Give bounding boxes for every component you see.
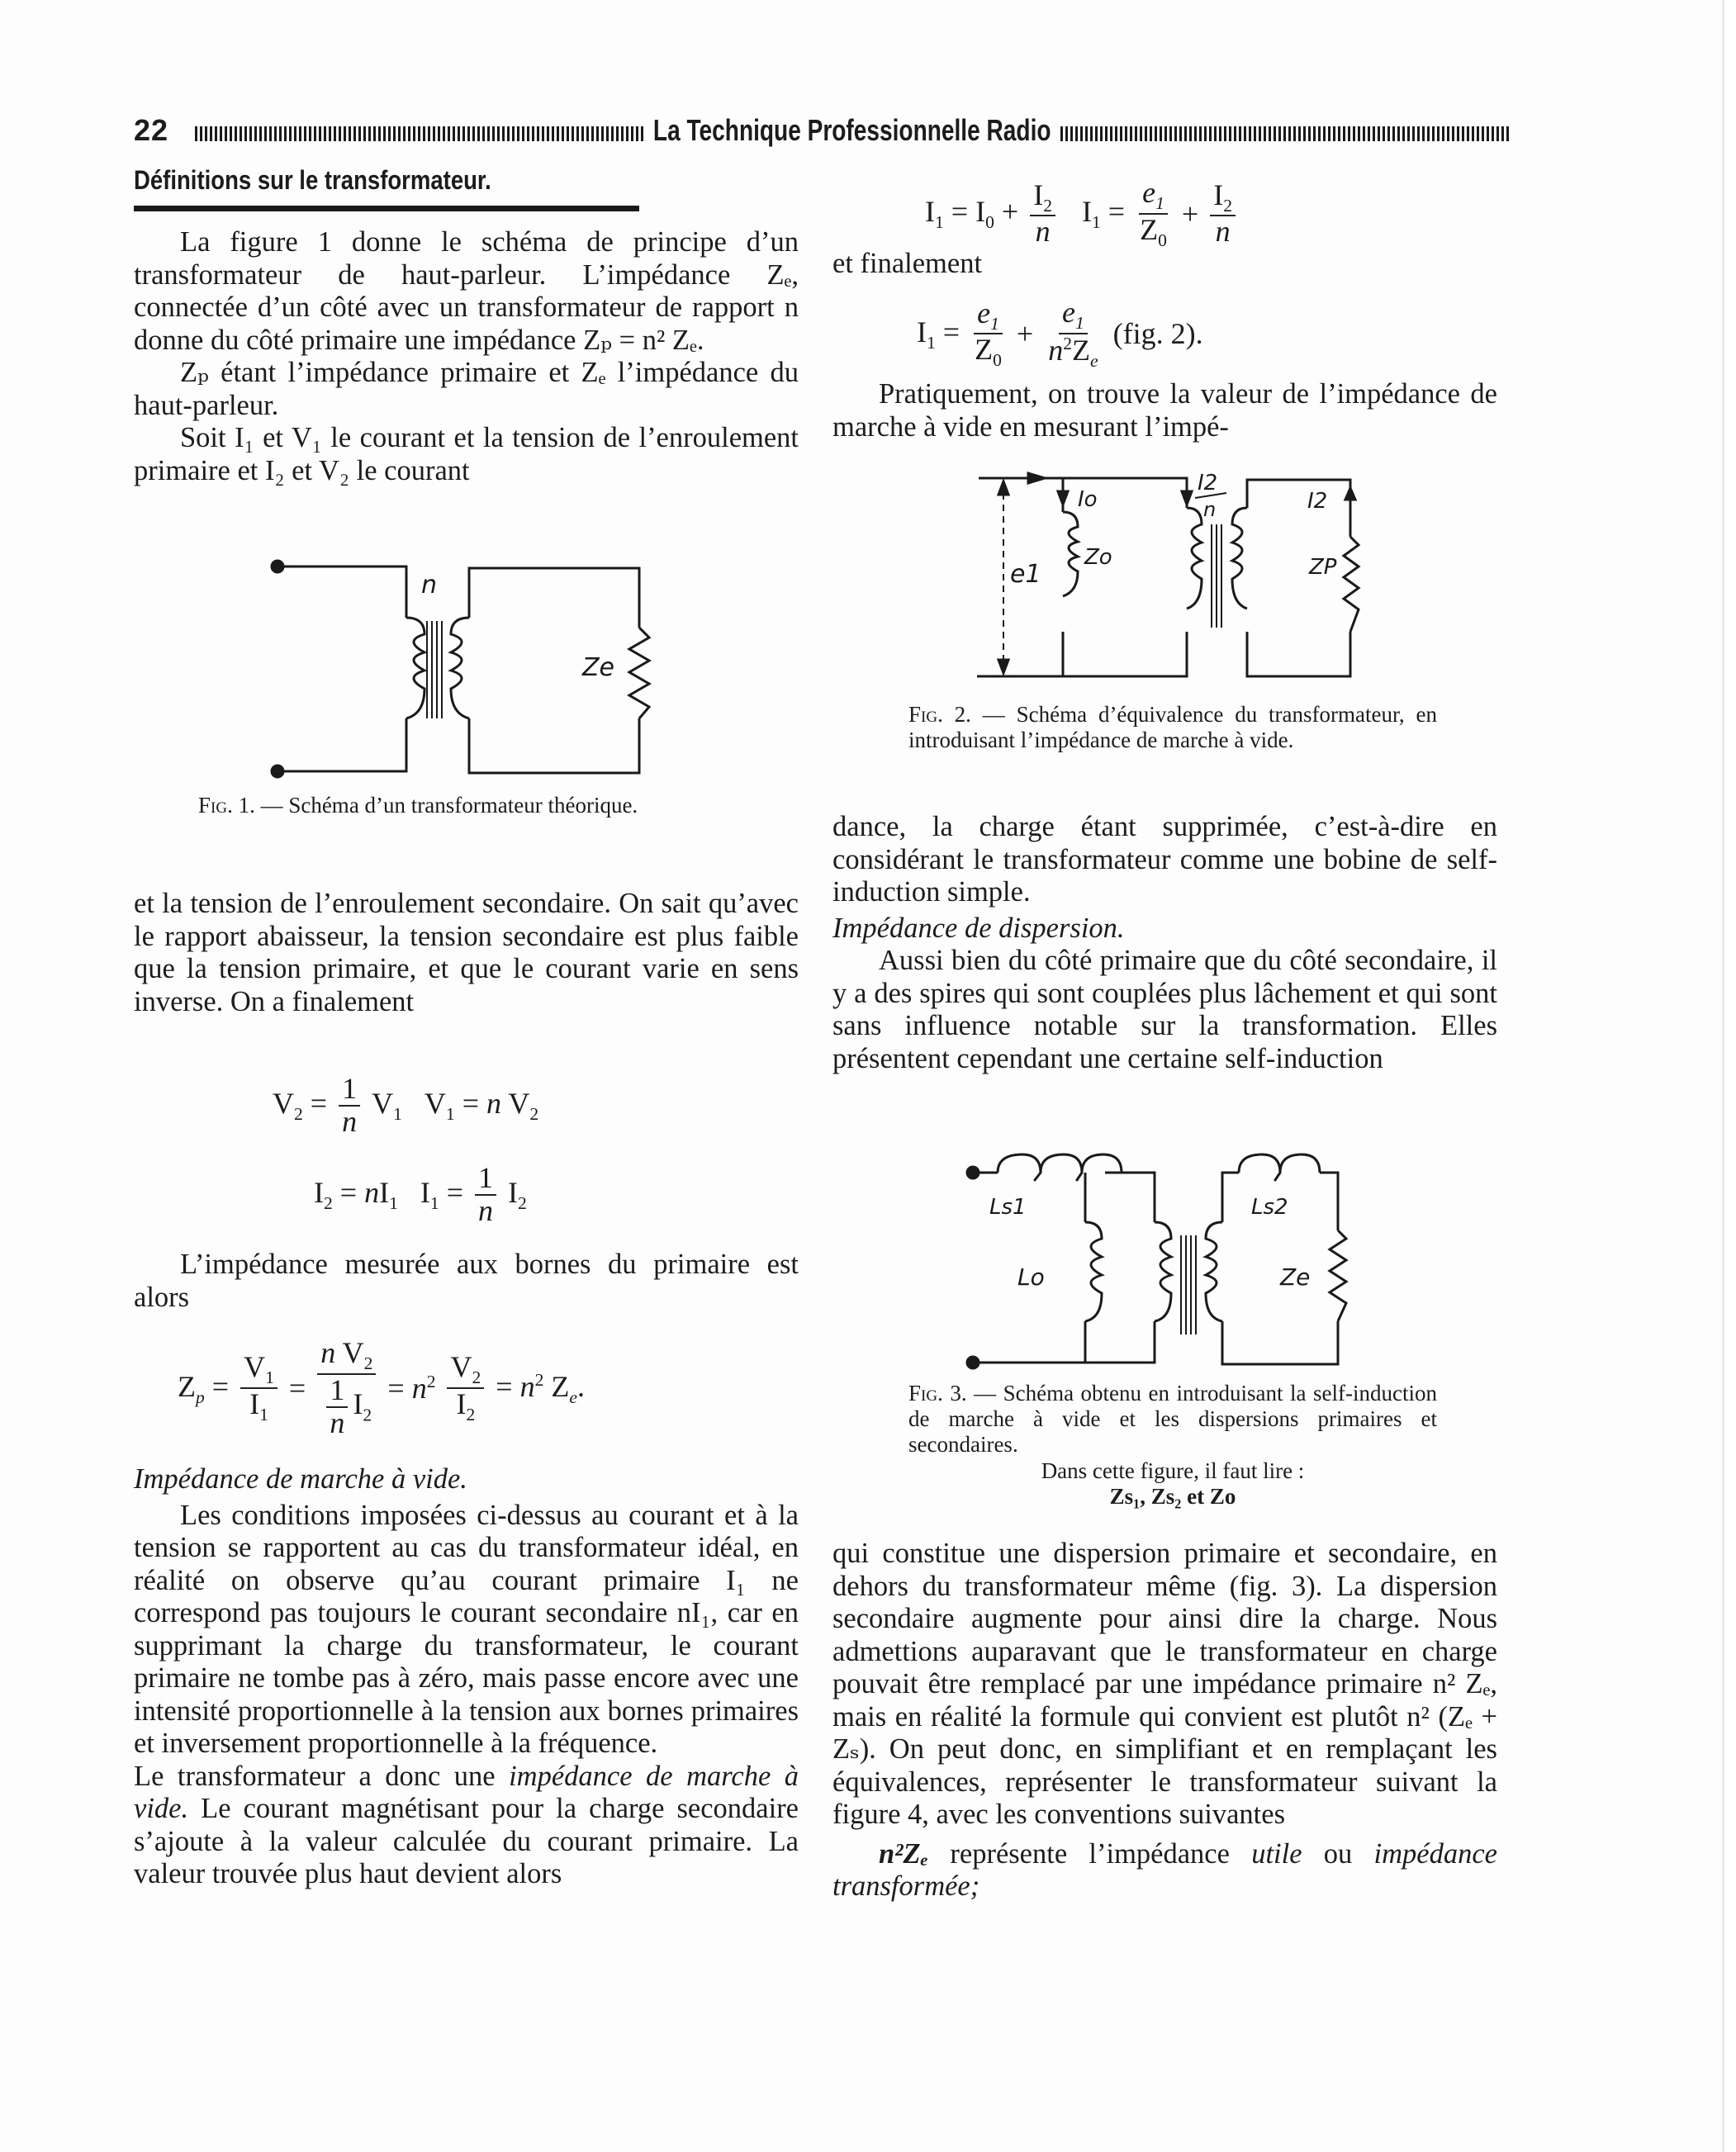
fig2-i2-label: I2 xyxy=(1307,489,1328,514)
equation-zp: $Z_p$ = $\frac{V_1}{I_1}$ = n $V_2$ $\frac{1}{n}$ $I_2$ = $n^2$ $\frac{V_2}{I_2}$ = $n^2$ $Z_e$. xyxy=(178,1336,585,1439)
paragraph: Le transformateur a donc une impédance de marche à vide. Le courant magnétisant pour la charge secondaire s’ajoute à la valeur calculée du courant primaire. La valeur trouvée plus haut devient alors xyxy=(134,1760,799,1889)
paragraph: La figure 1 donne le schéma de principe d’un transformateur de haut-parleur. L’impédance Zₑ, connectée d’un côté avec un transformateur de rapport n donne du côté primaire une impédance Zₚ = n² Zₑ. xyxy=(134,226,799,356)
paragraph: Les conditions imposées ci-dessus au courant et à la tension se rapportent au cas du transformateur idéal, en réalité on observe qu’au courant primaire I₁ ne correspond pas toujours le courant secondaire nI₁, car en supprimant la charge du transformateur, le courant primaire ne tombe pas à zéro, mais passe encore avec une intensité proportionnelle à la tension aux bornes primaires et inversement proportionnelle à la fréquence. xyxy=(134,1499,799,1759)
page-number: 22 xyxy=(134,113,169,147)
figure-3-note-line1: Dans cette figure, il faut lire : xyxy=(1041,1458,1305,1483)
caption-text: — Schéma d’équivalence du transformateur, en introduisant l’impédance de marche à vide. xyxy=(908,702,1437,752)
figure-2-caption xyxy=(908,702,1437,753)
figure-3-note xyxy=(908,1458,1437,1510)
right-column-top xyxy=(832,378,1497,443)
equation-i1-final: $I_1$ = $\frac{e_1}{Z_0}$ + $\frac{e_1}{n^2Z_e}$ (fig. 2). xyxy=(917,296,1203,372)
fig2-i2n-bottom-label: n xyxy=(1203,498,1217,521)
figure-3-note-line2: Zs₁, Zs₂ et Zo xyxy=(1109,1484,1236,1509)
figure-3-diagram xyxy=(966,1140,1363,1375)
right-column-et-finalement xyxy=(832,248,1497,281)
subheading-marche-a-vide: Impédance de marche à vide. xyxy=(134,1463,467,1495)
paragraph: Soit I₁ et V₁ le courant et la tension de l’enroulement primaire et I₂ et V₂ le courant xyxy=(134,422,799,486)
fig1-load-label: Ze xyxy=(582,653,615,682)
header-hatch-rule-right xyxy=(1060,126,1509,141)
section-title-rule xyxy=(134,206,639,211)
running-header xyxy=(134,106,1509,155)
subheading-dispersion: Impédance de dispersion. xyxy=(832,912,1125,944)
equation-v2-v1: $V_2$ = $\frac{1}{n}$ $V_1$ $V_1 = n$ $V_2$ xyxy=(273,1072,539,1138)
fig3-ls2-label: Ls2 xyxy=(1251,1195,1288,1220)
figure-2-diagram xyxy=(970,467,1367,685)
paragraph: Aussi bien du côté primaire que du côté secondaire, il y a des spires qui sont couplées plus lâchement et qui sont sans influence notable sur la transformation. Elles présentent cependant une certaine self-induction xyxy=(832,945,1497,1074)
paragraph: n²Zₑ représente l’impédance utile ou impédance transformée; xyxy=(832,1837,1497,1902)
fig3-lo-label: Lo xyxy=(1017,1263,1045,1291)
fig2-i2n-top-label: I2 xyxy=(1198,471,1218,495)
paragraph: Zₚ étant l’impédance primaire et Zₑ l’impédance du haut-parleur. xyxy=(134,357,799,421)
left-column-impedance xyxy=(134,1249,799,1314)
fig2-e1-label: e1 xyxy=(1010,560,1041,589)
paragraph: Pratiquement, on trouve la valeur de l’impédance de marche à vide en mesurant l’impé- xyxy=(832,378,1497,443)
fig1-ratio-label: n xyxy=(421,571,438,600)
paragraph: et la tension de l’enroulement secondaire. On sait qu’avec le rapport abaisseur, la tension secondaire est plus faible que la tension primaire, et que le courant varie en sens inverse. On a finalement xyxy=(134,888,799,1017)
journal-title: La Technique Professionnelle Radio xyxy=(652,113,1051,147)
fig2-zp-label: ZP xyxy=(1309,555,1337,580)
equation-i1-sum: $I_1 = I_0$ + $\frac{I_2}{n}$ $I_1$ = $\frac{e_1}{Z_0}$ + $\frac{I_2}{n}$ xyxy=(925,178,1240,250)
left-column-bottom xyxy=(134,1463,799,1891)
fig2-i0-label: Io xyxy=(1078,487,1098,512)
left-column-middle xyxy=(134,888,799,1018)
fig3-ls1-label: Ls1 xyxy=(989,1195,1027,1220)
figure-1-diagram xyxy=(264,553,661,805)
paragraph: qui constitue une dispersion primaire et secondaire, en dehors du transformateur même (fig. 3). La dispersion secondaire augmente pour ainsi dire la charge. Nous admettions auparavant que le transformateur en charge pouvait être remplacé par une impédance primaire n² Zₑ, mais en réalité la formule qui convient est plutôt n² (Zₑ + Zₛ). On peut donc, en simplifiant et en remplaçant les équivalences, représenter le transformateur suivant la figure 4, avec les conventions suivantes xyxy=(832,1538,1497,1830)
section-title: Définitions sur le transformateur. xyxy=(134,165,491,195)
paragraph: et finalement xyxy=(832,248,983,279)
caption-text: — Schéma d’un transformateur théorique. xyxy=(254,793,638,818)
figure-label: Fig. 2. xyxy=(908,702,971,727)
figure-3-caption xyxy=(908,1381,1437,1458)
paragraph: dance, la charge étant supprimée, c’est-à-dire en considérant le transformateur comme une bobine de self-induction simple. xyxy=(832,811,1497,908)
left-column-top xyxy=(134,226,799,487)
header-hatch-rule-left xyxy=(195,126,643,141)
fig3-ze-label: Ze xyxy=(1280,1263,1311,1291)
figure-label: Fig. 1. xyxy=(198,793,255,818)
figure-1-caption xyxy=(198,793,727,818)
equation-i2-i1: $I_2 = nI_1$ $I_1$ = $\frac{1}{n}$ $I_2$ xyxy=(314,1161,527,1227)
fig2-z0-label: Zo xyxy=(1084,545,1112,570)
caption-text: — Schéma obtenu en introduisant la self-induction de marche à vide et les dispersions primaires et secondaires. xyxy=(908,1381,1437,1457)
paragraph: L’impédance mesurée aux bornes du primaire est alors xyxy=(134,1249,799,1313)
right-column-middle xyxy=(832,811,1497,1075)
right-column-bottom xyxy=(832,1538,1497,1903)
figure-label: Fig. 3. xyxy=(908,1381,967,1405)
